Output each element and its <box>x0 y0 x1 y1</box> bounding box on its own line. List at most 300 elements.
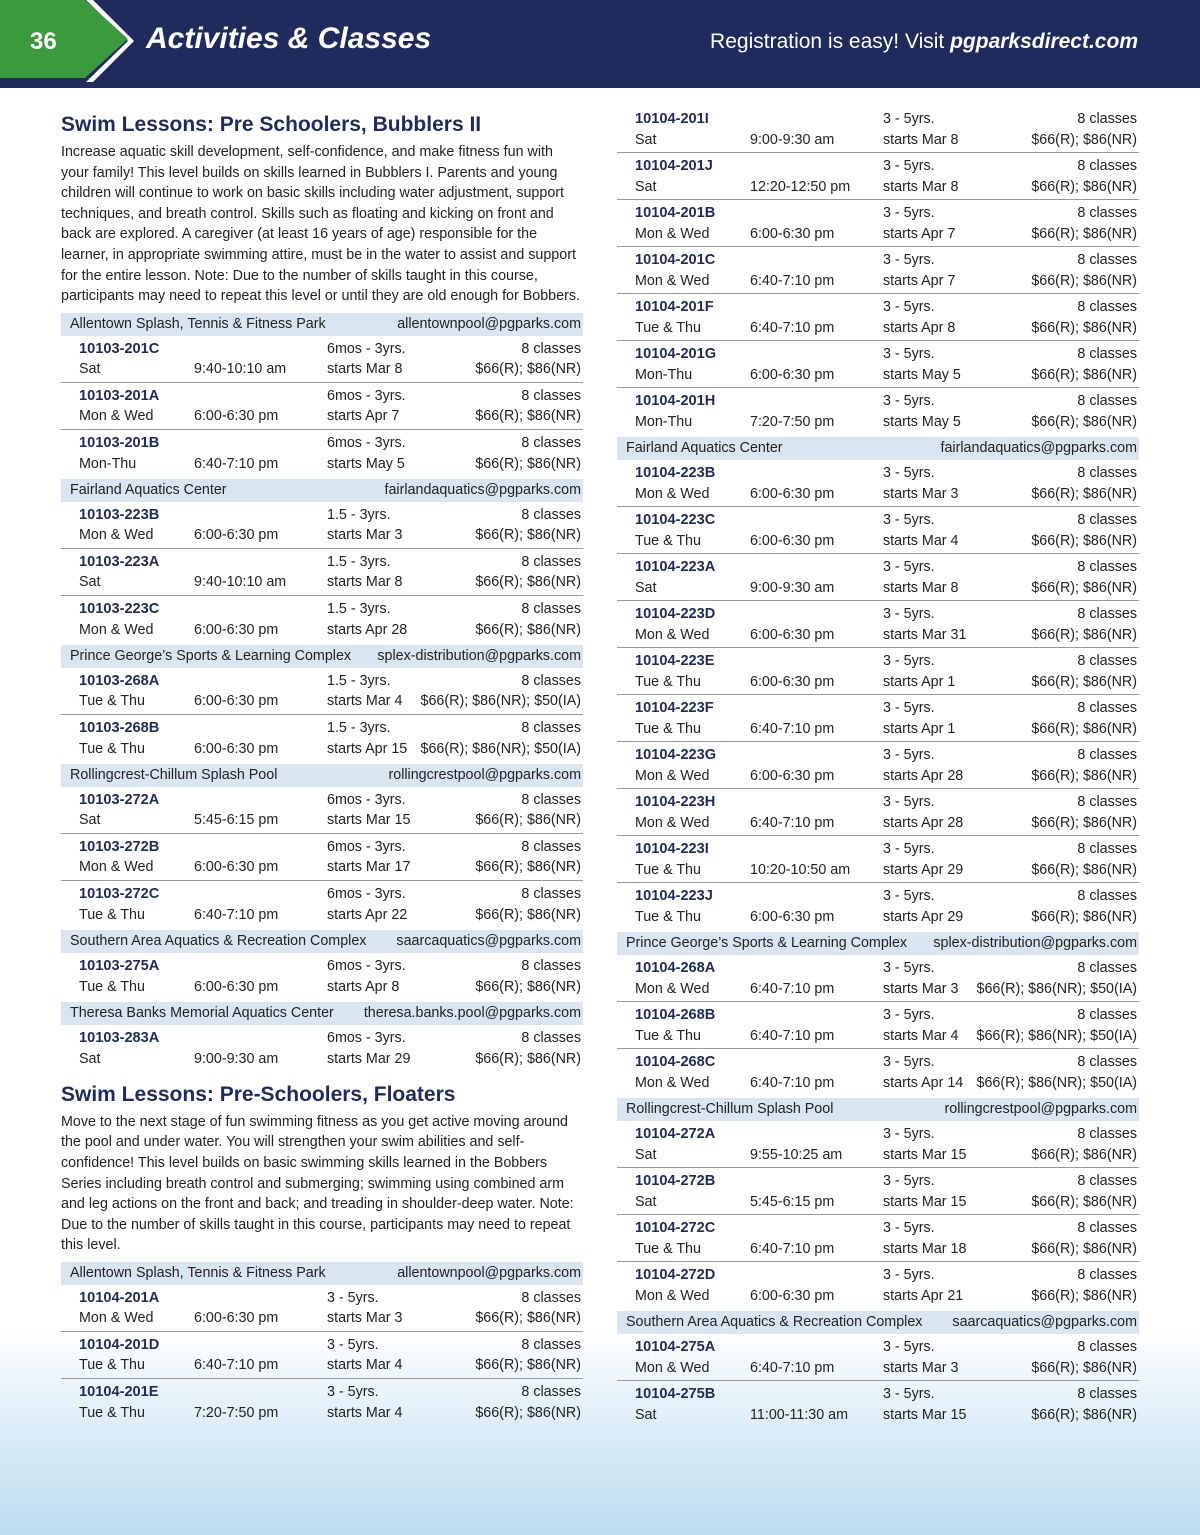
session-row <box>617 1049 1139 1096</box>
course-code: 10104-272C <box>635 1220 716 1236</box>
session-days: Sat <box>79 361 101 378</box>
venue-header <box>617 1311 1139 1334</box>
age-range: 3 - 5yrs. <box>883 559 935 575</box>
age-range: 3 - 5yrs. <box>883 1339 935 1355</box>
class-count: 8 classes <box>1077 559 1137 575</box>
session-row <box>617 460 1139 507</box>
session-row <box>617 836 1139 883</box>
course-code: 10104-275A <box>635 1339 716 1355</box>
session-row <box>61 668 583 715</box>
session-list <box>61 336 583 477</box>
age-range: 3 - 5yrs. <box>883 606 935 622</box>
session-time: 5:45-6:15 pm <box>750 1193 835 1210</box>
course-code: 10104-201G <box>635 346 717 362</box>
venue-header <box>617 932 1139 955</box>
right-column <box>617 106 1139 1428</box>
venue-header <box>617 1098 1139 1121</box>
session-days: Sat <box>79 574 101 591</box>
start-date: starts Apr 28 <box>883 814 964 831</box>
session-days: Sat <box>635 131 657 148</box>
course-code: 10104-268A <box>635 960 716 976</box>
course-code: 10104-201H <box>635 393 716 409</box>
class-count: 8 classes <box>521 506 581 523</box>
session-row <box>617 153 1139 200</box>
fee: $66(R); $86(NR) <box>1031 1407 1137 1423</box>
class-count: 8 classes <box>521 387 581 404</box>
age-range: 3 - 5yrs. <box>883 747 935 763</box>
session-days: Tue & Thu <box>79 693 145 710</box>
start-date: starts Apr 28 <box>883 767 964 784</box>
session-list <box>617 1334 1139 1428</box>
session-row <box>61 953 583 1000</box>
start-date: starts Apr 15 <box>327 740 408 757</box>
class-count: 8 classes <box>521 1383 581 1400</box>
fee: $66(R); $86(NR) <box>475 812 581 829</box>
session-row <box>617 507 1139 554</box>
session-days: Mon & Wed <box>635 1288 710 1304</box>
venue-email[interactable]: splex-distribution@pgparks.com <box>933 935 1137 951</box>
venue-header <box>61 645 583 668</box>
course-code: 10104-223E <box>635 653 715 669</box>
age-range: 6mos - 3yrs. <box>327 791 406 808</box>
venue-name: Southern Area Aquatics & Recreation Complex <box>70 932 367 949</box>
fee: $66(R); $86(NR) <box>1031 1240 1137 1257</box>
course-code: 10103-201B <box>79 434 160 451</box>
session-row <box>617 554 1139 601</box>
session-days: Mon & Wed <box>635 272 710 289</box>
session-row <box>61 834 583 881</box>
page-header <box>0 0 1200 88</box>
start-date: starts Mar 8 <box>883 579 959 596</box>
course-code: 10104-223F <box>635 700 714 716</box>
session-time: 9:40-10:10 am <box>194 361 287 378</box>
venue-email[interactable]: rollingcrestpool@pgparks.com <box>388 766 581 783</box>
fee: $66(R); $86(NR) <box>1031 673 1137 690</box>
course-code: 10104-223D <box>635 606 716 622</box>
page-number: 36 <box>30 28 57 55</box>
session-time: 9:00-9:30 am <box>194 1050 279 1067</box>
venue-name: Southern Area Aquatics & Recreation Complex <box>626 1314 923 1330</box>
fee: $66(R); $86(NR) <box>475 978 581 995</box>
start-date: starts Mar 3 <box>883 1359 959 1376</box>
start-date: starts Mar 4 <box>883 1027 959 1044</box>
session-days: Tue & Thu <box>79 978 145 995</box>
course-code: 10104-272A <box>635 1126 716 1142</box>
bubblers-description: Increase aquatic skill development, self-confidence, and make fitness fun with your family! This level builds on skills learned in Bubblers I. Parents and young children will continue to work on basic skills including water adjustment, support techniques, and breath control. Skills such as floating and kicking on front and back are explored. A caregiver (at least 16 years of age) responsible for the learner, in appropriate swimming attire, must be in the water to assist and support for the entire lesson. Note: Due to the number of skills taught in this course, participants may need to repeat this level or until they are old enough for Bobbers. <box>61 144 580 305</box>
floaters-description: Move to the next stage of fun swimming fitness as you get active moving around the pool and under water. You will strengthen your swim abilities and self-confidence! This level builds on basic swimming skills learned in the Bobbers Series including breath control and submerging; swimming using combined arm and leg actions on the front and back; and treading in shoulder-deep water. Note: Due to the number of skills taught in this course, participants may need to repeat this level. <box>61 1113 574 1254</box>
age-range: 1.5 - 3yrs. <box>327 553 391 570</box>
venue-header <box>61 313 583 336</box>
session-time: 6:00-6:30 pm <box>194 1310 279 1327</box>
age-range: 1.5 - 3yrs. <box>327 719 391 736</box>
session-time: 6:40-7:10 pm <box>750 1240 835 1257</box>
course-code: 10104-272D <box>635 1267 716 1283</box>
session-row <box>61 715 583 762</box>
class-count: 8 classes <box>1077 747 1137 763</box>
floaters-schedule-continued <box>617 106 1139 435</box>
session-row <box>61 502 583 549</box>
session-list <box>61 953 583 1000</box>
session-time: 6:40-7:10 pm <box>750 1027 835 1044</box>
start-date: starts Apr 7 <box>883 272 956 289</box>
session-time: 6:40-7:10 pm <box>750 980 835 997</box>
age-range: 6mos - 3yrs. <box>327 1029 406 1046</box>
course-code: 10104-272B <box>635 1173 716 1189</box>
session-row <box>61 549 583 596</box>
session-days: Tue & Thu <box>635 673 701 690</box>
fee: $66(R); $86(NR) <box>475 621 581 638</box>
session-time: 6:00-6:30 pm <box>750 485 835 502</box>
fee: $66(R); $86(NR); $50(IA) <box>420 693 581 710</box>
session-days: Mon & Wed <box>79 621 154 638</box>
start-date: starts Mar 4 <box>327 1357 403 1374</box>
session-days: Mon & Wed <box>635 767 710 784</box>
session-row <box>617 1168 1139 1215</box>
session-row <box>617 341 1139 388</box>
session-list <box>617 460 1139 930</box>
class-count: 8 classes <box>1077 960 1137 976</box>
session-list <box>617 1121 1139 1309</box>
session-days: Sat <box>635 178 657 195</box>
session-time: 6:00-6:30 pm <box>750 225 835 242</box>
age-range: 3 - 5yrs. <box>883 512 935 528</box>
course-code: 10104-275B <box>635 1386 716 1402</box>
course-code: 10103-272A <box>79 791 160 808</box>
session-row <box>61 881 583 928</box>
course-code: 10104-201E <box>79 1383 159 1400</box>
class-count: 8 classes <box>521 885 581 902</box>
session-days: Tue & Thu <box>79 906 145 923</box>
session-days: Mon-Thu <box>635 414 693 430</box>
venue-header <box>61 1262 583 1285</box>
start-date: starts Apr 1 <box>883 720 956 737</box>
course-code: 10104-223C <box>635 512 716 528</box>
venue-email[interactable]: rollingcrestpool@pgparks.com <box>944 1101 1137 1117</box>
course-code: 10103-272C <box>79 885 160 902</box>
session-list <box>61 502 583 643</box>
session-time: 7:20-7:50 pm <box>750 414 835 430</box>
course-code: 10104-223I <box>635 841 709 857</box>
start-date: starts Apr 22 <box>327 906 408 923</box>
fee: $66(R); $86(NR) <box>1031 414 1137 430</box>
age-range: 3 - 5yrs. <box>327 1336 379 1353</box>
session-row <box>617 695 1139 742</box>
fee: $66(R); $86(NR) <box>1031 1193 1137 1210</box>
class-count: 8 classes <box>1077 393 1137 409</box>
session-row <box>617 789 1139 836</box>
course-code: 10104-223B <box>635 465 716 481</box>
session-days: Mon & Wed <box>635 485 710 502</box>
session-time: 6:00-6:30 pm <box>194 693 279 710</box>
bubblers-schedule <box>61 313 583 1072</box>
session-time: 6:00-6:30 pm <box>194 408 279 425</box>
class-count: 8 classes <box>1077 1126 1137 1142</box>
session-list <box>61 1285 583 1426</box>
age-range: 1.5 - 3yrs. <box>327 672 391 689</box>
session-time: 6:00-6:30 pm <box>194 978 279 995</box>
start-date: starts Mar 3 <box>883 980 959 997</box>
class-count: 8 classes <box>1077 299 1137 315</box>
session-time: 6:00-6:30 pm <box>194 859 279 876</box>
session-row <box>61 1332 583 1379</box>
session-list <box>61 668 583 762</box>
class-count: 8 classes <box>521 434 581 451</box>
session-time: 6:00-6:30 pm <box>750 626 835 643</box>
session-time: 6:00-6:30 pm <box>750 366 835 383</box>
session-row <box>61 383 583 430</box>
course-code: 10103-268B <box>79 719 160 736</box>
fee: $66(R); $86(NR) <box>1031 1288 1137 1304</box>
session-row <box>617 648 1139 695</box>
floaters-title: Swim Lessons: Pre-Schoolers, Floaters <box>61 1082 456 1106</box>
fee: $66(R); $86(NR) <box>475 1310 581 1327</box>
venue-email[interactable]: fairlandaquatics@pgparks.com <box>940 440 1137 456</box>
session-row <box>617 1262 1139 1309</box>
class-count: 8 classes <box>1077 512 1137 528</box>
session-row <box>617 247 1139 294</box>
fee: $66(R); $86(NR) <box>475 906 581 923</box>
session-row <box>617 388 1139 435</box>
fee: $66(R); $86(NR) <box>475 455 581 472</box>
course-code: 10103-272B <box>79 838 160 855</box>
fee: $66(R); $86(NR); $50(IA) <box>976 980 1137 997</box>
session-days: Tue & Thu <box>635 1027 701 1044</box>
session-days: Tue & Thu <box>635 532 701 549</box>
session-time: 6:40-7:10 pm <box>194 455 279 472</box>
start-date: starts Mar 8 <box>883 178 959 195</box>
class-count: 8 classes <box>1077 252 1137 268</box>
session-days: Mon & Wed <box>635 626 710 643</box>
session-row <box>617 1002 1139 1049</box>
fee: $66(R); $86(NR) <box>1031 720 1137 737</box>
age-range: 3 - 5yrs. <box>883 653 935 669</box>
age-range: 3 - 5yrs. <box>883 1267 935 1283</box>
session-time: 6:40-7:10 pm <box>750 319 835 336</box>
session-time: 6:00-6:30 pm <box>194 740 279 757</box>
venue-email[interactable]: splex-distribution@pgparks.com <box>377 647 581 664</box>
venue-name: Prince George’s Sports & Learning Complex <box>626 935 908 951</box>
fee: $66(R); $86(NR) <box>1031 532 1137 549</box>
session-row <box>617 1215 1139 1262</box>
venue-name: Fairland Aquatics Center <box>70 481 227 498</box>
class-count: 8 classes <box>1077 1339 1137 1355</box>
age-range: 3 - 5yrs. <box>883 393 935 409</box>
course-code: 10104-201F <box>635 299 714 315</box>
session-row <box>617 294 1139 341</box>
course-code: 10104-201D <box>79 1336 160 1353</box>
age-range: 3 - 5yrs. <box>883 1054 935 1070</box>
session-days: Tue & Thu <box>635 909 701 925</box>
age-range: 3 - 5yrs. <box>883 794 935 810</box>
start-date: starts Mar 8 <box>327 361 403 378</box>
class-count: 8 classes <box>1077 606 1137 622</box>
session-days: Mon-Thu <box>635 366 693 383</box>
session-time: 6:40-7:10 pm <box>194 1357 279 1374</box>
class-count: 8 classes <box>521 1336 581 1353</box>
age-range: 3 - 5yrs. <box>883 700 935 716</box>
session-time: 6:40-7:10 pm <box>750 1075 835 1091</box>
session-row <box>617 1121 1139 1168</box>
start-date: starts May 5 <box>883 414 961 430</box>
session-days: Sat <box>79 812 101 829</box>
venue-name: Fairland Aquatics Center <box>626 440 783 456</box>
age-range: 6mos - 3yrs. <box>327 838 406 855</box>
registration-link[interactable]: pgparksdirect.com <box>950 30 1138 53</box>
session-time: 6:40-7:10 pm <box>194 906 279 923</box>
class-count: 8 classes <box>1077 794 1137 810</box>
venue-name: Prince George’s Sports & Learning Complex <box>70 647 352 664</box>
session-row <box>617 742 1139 789</box>
session-time: 9:00-9:30 am <box>750 131 835 148</box>
venue-header <box>61 764 583 787</box>
session-days: Tue & Thu <box>79 1404 145 1421</box>
fee: $66(R); $86(NR) <box>475 1404 581 1421</box>
session-days: Mon & Wed <box>635 225 710 242</box>
session-time: 6:40-7:10 pm <box>750 814 835 831</box>
session-days: Tue & Thu <box>635 1240 701 1257</box>
fee: $66(R); $86(NR) <box>1031 861 1137 878</box>
session-time: 6:00-6:30 pm <box>194 621 279 638</box>
venue-email[interactable]: saarcaquatics@pgparks.com <box>952 1314 1137 1330</box>
start-date: starts Mar 3 <box>327 527 403 544</box>
floaters-schedule-left <box>61 1262 583 1426</box>
start-date: starts Apr 21 <box>883 1288 964 1304</box>
venue-email[interactable]: saarcaquatics@pgparks.com <box>396 932 581 949</box>
venue-header <box>61 1002 583 1025</box>
session-days: Mon & Wed <box>79 1310 154 1327</box>
fee: $66(R); $86(NR) <box>475 1050 581 1067</box>
session-days: Sat <box>635 1193 657 1210</box>
start-date: starts Mar 15 <box>883 1146 967 1163</box>
age-range: 3 - 5yrs. <box>883 205 935 221</box>
venue-name: Theresa Banks Memorial Aquatics Center <box>70 1004 334 1021</box>
venue-email[interactable]: theresa.banks.pool@pgparks.com <box>363 1004 581 1021</box>
session-time: 9:55-10:25 am <box>750 1146 843 1163</box>
registration-note <box>710 30 1138 54</box>
session-days: Mon & Wed <box>79 408 154 425</box>
start-date: starts Apr 8 <box>883 319 956 336</box>
age-range: 3 - 5yrs. <box>883 888 935 904</box>
class-count: 8 classes <box>1077 1054 1137 1070</box>
start-date: starts Apr 1 <box>883 673 956 690</box>
age-range: 6mos - 3yrs. <box>327 340 406 357</box>
start-date: starts Mar 3 <box>883 485 959 502</box>
age-range: 3 - 5yrs. <box>883 299 935 315</box>
session-row <box>61 1025 583 1072</box>
age-range: 3 - 5yrs. <box>883 1220 935 1236</box>
venue-name: Allentown Splash, Tennis & Fitness Park <box>70 1264 326 1281</box>
fee: $66(R); $86(NR) <box>1031 1359 1137 1376</box>
age-range: 6mos - 3yrs. <box>327 957 406 974</box>
course-code: 10103-201C <box>79 340 160 357</box>
fee: $66(R); $86(NR) <box>1031 767 1137 784</box>
class-count: 8 classes <box>521 553 581 570</box>
course-code: 10104-201A <box>79 1289 160 1306</box>
session-days: Mon & Wed <box>79 859 154 876</box>
start-date: starts Apr 29 <box>883 909 964 925</box>
session-time: 6:40-7:10 pm <box>750 720 835 737</box>
fee: $66(R); $86(NR) <box>1031 1146 1137 1163</box>
fee: $66(R); $86(NR) <box>1031 131 1137 148</box>
session-time: 6:00-6:30 pm <box>750 909 835 925</box>
session-time: 12:20-12:50 pm <box>750 178 851 195</box>
session-list <box>617 955 1139 1096</box>
session-time: 6:40-7:10 pm <box>750 1359 835 1376</box>
session-time: 5:45-6:15 pm <box>194 812 279 829</box>
session-days: Tue & Thu <box>79 1357 145 1374</box>
start-date: starts Apr 14 <box>883 1075 964 1091</box>
session-row <box>61 1379 583 1426</box>
course-code: 10104-223H <box>635 794 716 810</box>
session-days: Sat <box>635 1146 657 1163</box>
session-list <box>617 106 1139 435</box>
session-days: Mon & Wed <box>635 1359 710 1376</box>
fee: $66(R); $86(NR) <box>475 574 581 591</box>
registration-text: Registration is easy! Visit <box>710 30 951 53</box>
class-count: 8 classes <box>1077 700 1137 716</box>
venue-name: Allentown Splash, Tennis & Fitness Park <box>70 315 326 332</box>
fee: $66(R); $86(NR) <box>475 859 581 876</box>
venue-email[interactable]: fairlandaquatics@pgparks.com <box>384 481 581 498</box>
course-code: 10103-223A <box>79 553 160 570</box>
page-tab <box>0 0 130 78</box>
start-date: starts Apr 29 <box>883 861 964 878</box>
session-days: Mon-Thu <box>79 455 137 472</box>
class-count: 8 classes <box>1077 1267 1137 1283</box>
course-code: 10103-275A <box>79 957 160 974</box>
start-date: starts Mar 15 <box>883 1193 967 1210</box>
session-row <box>617 1381 1139 1428</box>
fee: $66(R); $86(NR) <box>1031 626 1137 643</box>
age-range: 6mos - 3yrs. <box>327 387 406 404</box>
fee: $66(R); $86(NR); $50(IA) <box>976 1075 1137 1091</box>
fee: $66(R); $86(NR) <box>1031 366 1137 383</box>
class-count: 8 classes <box>1077 1220 1137 1236</box>
session-time: 6:00-6:30 pm <box>750 767 835 784</box>
fee: $66(R); $86(NR) <box>475 1357 581 1374</box>
start-date: starts Mar 15 <box>327 812 411 829</box>
session-row <box>61 596 583 643</box>
section-title: Activities & Classes <box>146 22 432 55</box>
age-range: 3 - 5yrs. <box>883 841 935 857</box>
start-date: starts Apr 7 <box>883 225 956 242</box>
course-code: 10103-223C <box>79 600 160 617</box>
class-count: 8 classes <box>521 600 581 617</box>
start-date: starts Mar 4 <box>327 1404 403 1421</box>
session-time: 11:00-11:30 am <box>750 1407 849 1423</box>
venue-email[interactable]: allentownpool@pgparks.com <box>397 315 581 332</box>
session-row <box>61 430 583 477</box>
class-count: 8 classes <box>1077 841 1137 857</box>
age-range: 3 - 5yrs. <box>883 252 935 268</box>
floaters-schedule-right <box>617 437 1139 1428</box>
age-range: 6mos - 3yrs. <box>327 434 406 451</box>
course-code: 10104-223J <box>635 888 713 904</box>
venue-email[interactable]: allentownpool@pgparks.com <box>397 1264 581 1281</box>
course-code: 10103-201A <box>79 387 160 404</box>
session-days: Tue & Thu <box>635 319 701 336</box>
start-date: starts May 5 <box>327 455 405 472</box>
session-row <box>61 336 583 383</box>
session-days: Sat <box>635 1407 657 1423</box>
age-range: 3 - 5yrs. <box>327 1289 379 1306</box>
age-range: 3 - 5yrs. <box>883 1007 935 1023</box>
fee: $66(R); $86(NR) <box>1031 814 1137 831</box>
age-range: 3 - 5yrs. <box>883 158 935 174</box>
age-range: 3 - 5yrs. <box>883 1173 935 1189</box>
class-count: 8 classes <box>521 1289 581 1306</box>
session-row <box>617 955 1139 1002</box>
